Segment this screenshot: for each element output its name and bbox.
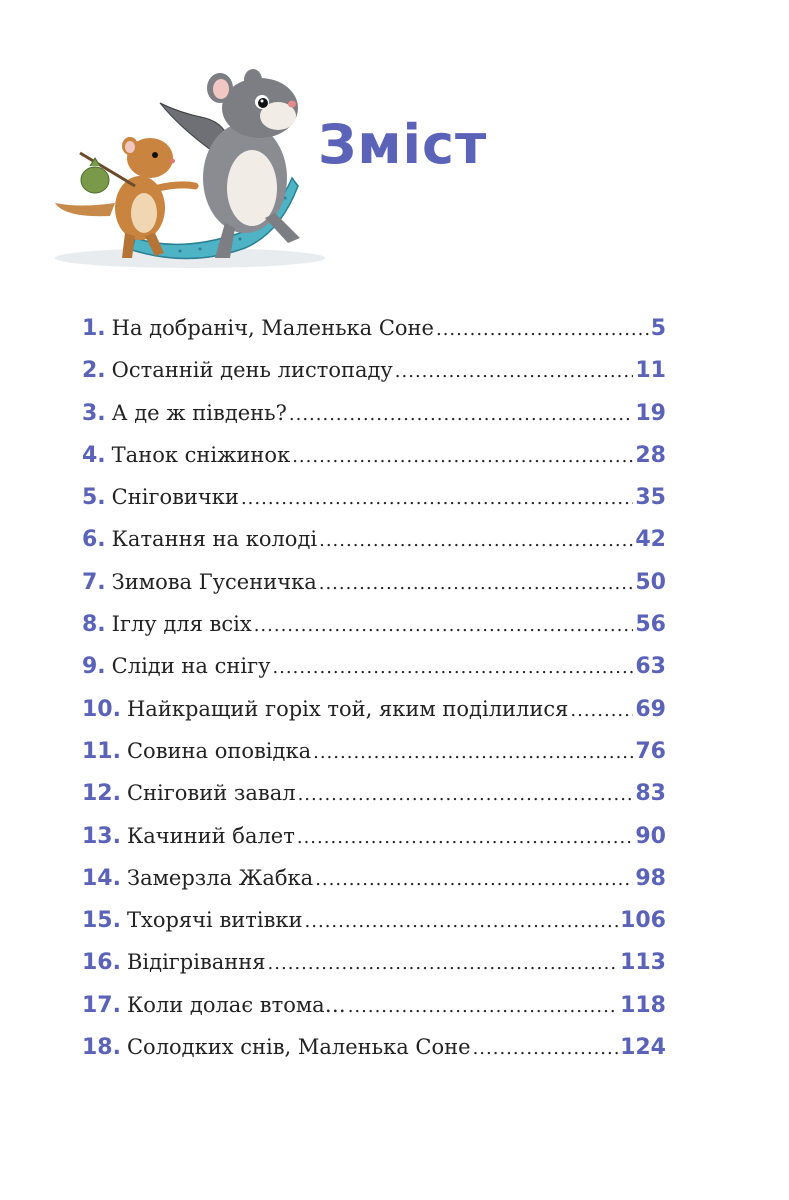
toc-entry-title: Зимова Гусеничка [111,569,317,594]
toc-entry-title: Коли долає втома… [126,992,346,1017]
toc-entry-title: Качиний балет [126,823,295,848]
toc-entry-number: 3. [82,400,106,426]
toc-dot-leader [395,361,634,382]
toc-entry[interactable] [82,401,666,443]
toc-dot-leader [289,404,634,425]
toc-entry-title: Тхорячі витівки [126,908,303,933]
toc-entry-number: 18. [82,1035,121,1061]
toc-dot-leader [315,869,633,890]
toc-entry[interactable] [82,1035,666,1077]
toc-entry-title: Сліди на снігу [111,654,271,679]
toc-dot-leader [348,996,618,1017]
toc-entry[interactable] [82,485,666,527]
toc-entry-page-number: 28 [635,442,666,468]
toc-dot-leader [268,953,619,974]
mice-walking-illustration [40,58,330,278]
toc-entry[interactable] [82,527,666,569]
toc-entry[interactable] [82,866,666,908]
toc-entry-page-number: 106 [620,908,666,934]
toc-entry-title: Солодких снів, Маленька Соне [126,1035,471,1060]
toc-entry-title: Танок сніжинок [111,442,291,467]
toc-entry[interactable] [82,358,666,400]
toc-entry-number: 12. [82,781,121,807]
toc-entry-title: А де ж південь? [111,400,287,425]
toc-entry-title: Катання на колоді [111,527,318,552]
toc-dot-leader [292,446,633,467]
toc-entry-page-number: 69 [635,696,666,722]
toc-entry-number: 5. [82,485,106,511]
toc-entry-number: 4. [82,442,106,468]
toc-entry[interactable] [82,993,666,1035]
toc-entry[interactable] [82,443,666,485]
table-of-contents [82,316,666,1077]
toc-entry[interactable] [82,570,666,612]
toc-entry[interactable] [82,781,666,823]
toc-dot-leader [272,657,633,678]
toc-dot-leader [241,488,633,509]
toc-entry[interactable] [82,824,666,866]
toc-entry-title: На добраніч, Маленька Соне [111,316,434,340]
toc-entry-page-number: 56 [635,612,666,638]
toc-entry-page-number: 63 [635,654,666,680]
toc-entry-title: Совина оповідка [126,738,312,763]
toc-entry-title: Сніговий завал [126,781,296,806]
toc-entry-page-number: 118 [620,992,666,1018]
toc-entry-page-number: 42 [635,527,666,553]
toc-entry-title: Замерзла Жабка [126,865,314,890]
toc-entry-number: 1. [82,316,106,341]
toc-entry-number: 6. [82,527,106,553]
toc-entry-page-number: 113 [620,950,666,976]
toc-entry-number: 10. [82,696,121,722]
toc-entry-page-number: 5 [650,316,666,341]
toc-dot-leader [319,530,633,551]
page-title: Зміст [318,113,488,176]
toc-entry-title: Найкращий горіх той, яким поділилися [126,696,569,721]
toc-dot-leader [473,1038,618,1059]
toc-entry-page-number: 19 [635,400,666,426]
toc-entry[interactable] [82,950,666,992]
toc-entry-title: Відігрівання [126,950,266,975]
toc-entry-number: 17. [82,992,121,1018]
toc-entry-number: 8. [82,612,106,638]
toc-entry-number: 9. [82,654,106,680]
toc-dot-leader [319,573,634,594]
toc-entry[interactable] [82,908,666,950]
toc-entry-number: 16. [82,950,121,976]
toc-entry-number: 7. [82,569,106,595]
toc-entry-number: 13. [82,823,121,849]
toc-entry-page-number: 83 [635,781,666,807]
toc-entry-page-number: 90 [635,823,666,849]
toc-dot-leader [570,700,633,721]
toc-entry[interactable] [82,612,666,654]
toc-entry[interactable] [82,739,666,781]
toc-dot-leader [313,742,633,763]
toc-dot-leader [305,911,619,932]
toc-entry-page-number: 11 [635,358,666,384]
toc-entry-page-number: 50 [635,569,666,595]
toc-entry[interactable] [82,654,666,696]
toc-entry-number: 2. [82,358,106,384]
toc-dot-leader [297,827,634,848]
toc-entry-page-number: 124 [620,1035,666,1061]
toc-entry-title: Останній день листопаду [111,358,393,383]
toc-entry-number: 14. [82,865,121,891]
toc-dot-leader [298,784,634,805]
toc-dot-leader [254,615,634,636]
toc-entry[interactable] [82,697,666,739]
toc-entry-title: Іглу для всіх [111,612,252,637]
toc-entry-page-number: 35 [635,485,666,511]
toc-entry-number: 15. [82,908,121,934]
toc-entry-number: 11. [82,738,121,764]
toc-dot-leader [436,319,649,340]
toc-entry-page-number: 76 [635,738,666,764]
toc-entry-title: Сніговички [111,485,239,510]
toc-entry[interactable] [82,316,666,358]
toc-entry-page-number: 98 [635,865,666,891]
